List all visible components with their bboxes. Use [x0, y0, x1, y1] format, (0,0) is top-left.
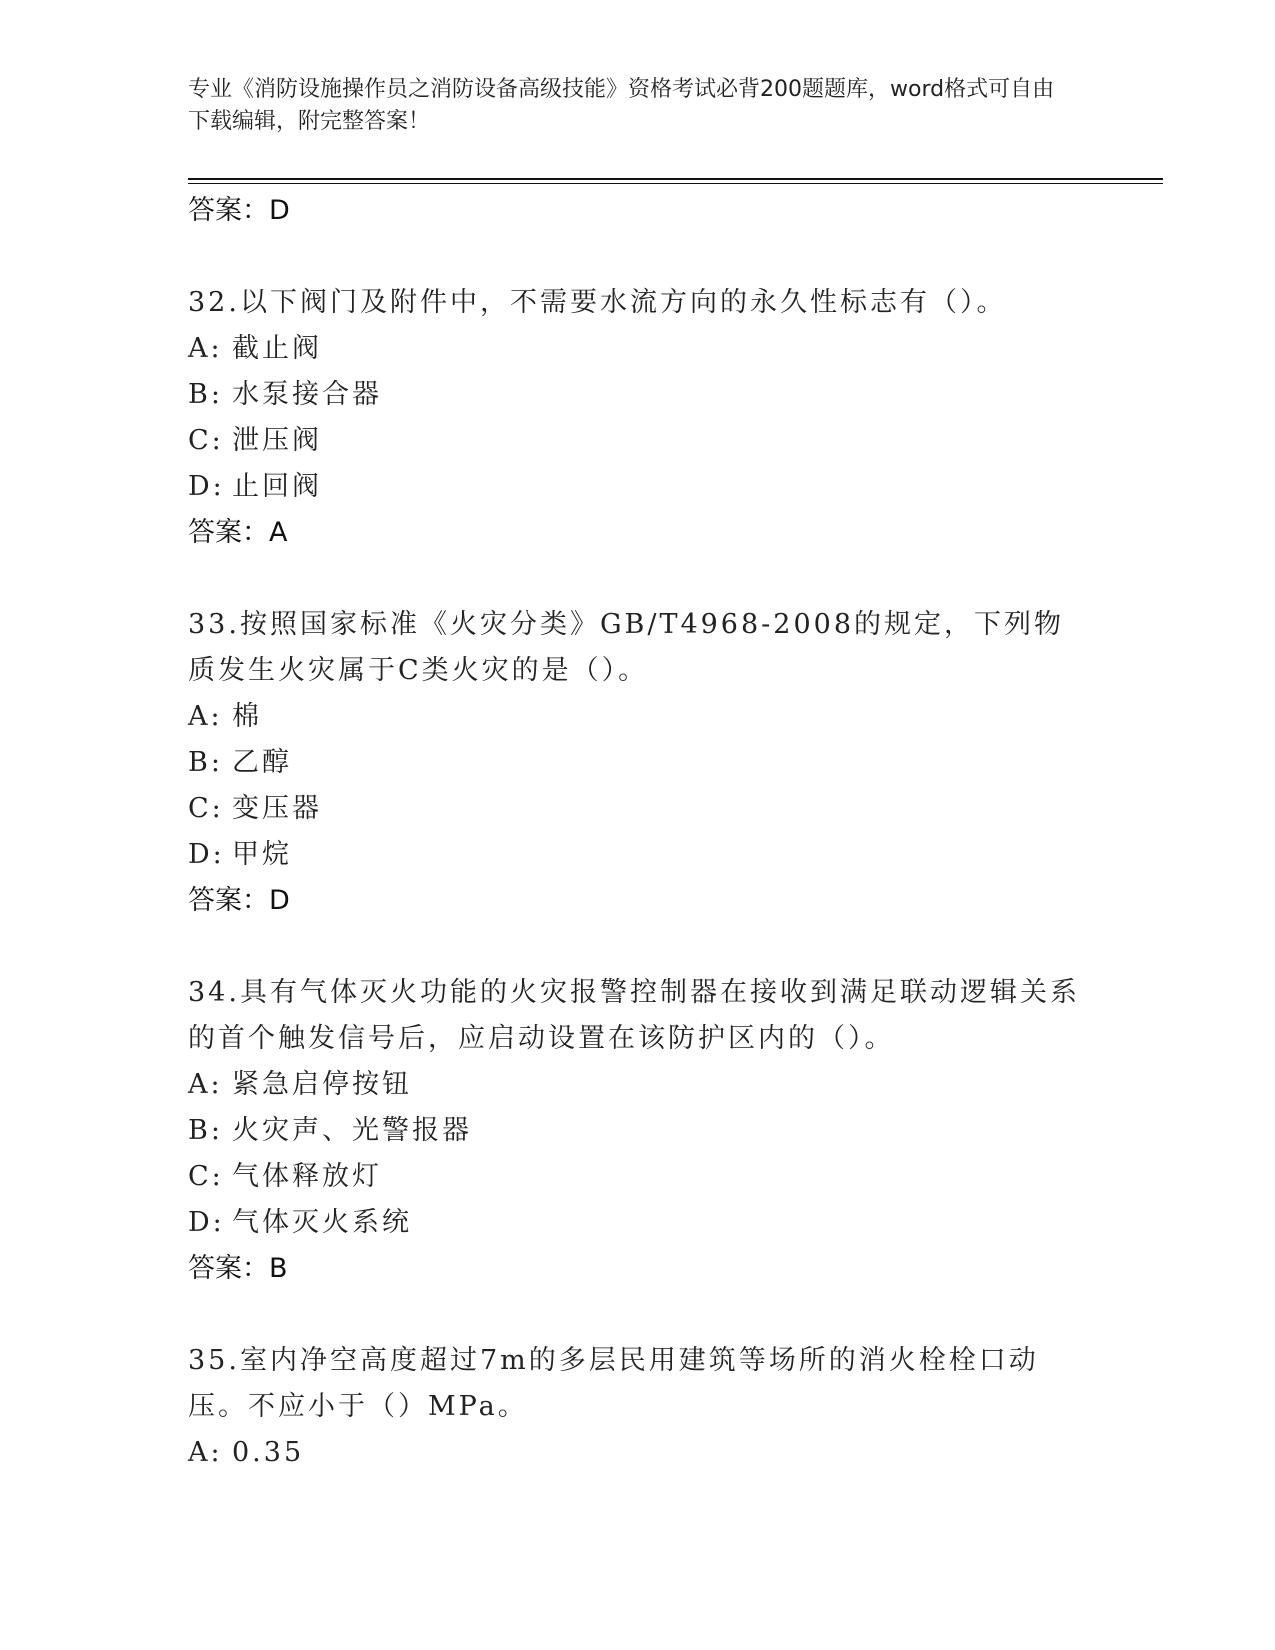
page-header: 专业《消防设施操作员之消防设备高级技能》资格考试必背200题题库，word格式可自由下载编辑，附完整答案！ [188, 77, 1055, 134]
question-text: 34.具有气体灭火功能的火灾报警控制器在接收到满足联动逻辑关系的首个触发信号后，应启动设置在该防护区内的（）。 [188, 977, 1080, 1054]
answer-line: 答案：A [188, 517, 288, 548]
option-d: D: 甲烷 [188, 839, 292, 870]
question-block [188, 602, 1088, 924]
answer-line: 答案：B [188, 1253, 288, 1284]
option-a: A: 棉 [188, 701, 262, 732]
header-rule-thin [188, 183, 1163, 184]
question-block [188, 280, 1088, 556]
answer-line: 答案：D [188, 195, 290, 226]
option-a: A: 紧急启停按钮 [188, 1069, 412, 1100]
question-text: 32.以下阀门及附件中，不需要水流方向的永久性标志有（）。 [188, 287, 1007, 318]
question-text: 35.室内净空高度超过7m的多层民用建筑等场所的消火栓栓口动压。不应小于（）MPa。 [188, 1345, 1039, 1422]
option-b: B: 乙醇 [188, 747, 292, 778]
question-block [188, 1338, 1088, 1476]
question-text: 33.按照国家标准《火灾分类》GB/T4968-2008的规定，下列物质发生火灾属于C类火灾的是（）。 [188, 609, 1065, 686]
option-c: C: 变压器 [188, 793, 322, 824]
answer-line: 答案：D [188, 885, 290, 916]
option-c: C: 泄压阀 [188, 425, 322, 456]
option-b: B: 火灾声、光警报器 [188, 1115, 472, 1146]
option-b: B: 水泵接合器 [188, 379, 382, 410]
option-c: C: 气体释放灯 [188, 1161, 382, 1192]
option-d: D: 气体灭火系统 [188, 1207, 412, 1238]
option-a: A: 0.35 [188, 1437, 305, 1468]
question-list [188, 188, 1088, 1476]
question-block [188, 970, 1088, 1292]
option-a: A: 截止阀 [188, 333, 322, 364]
header-rule [188, 178, 1163, 180]
option-d: D: 止回阀 [188, 471, 322, 502]
